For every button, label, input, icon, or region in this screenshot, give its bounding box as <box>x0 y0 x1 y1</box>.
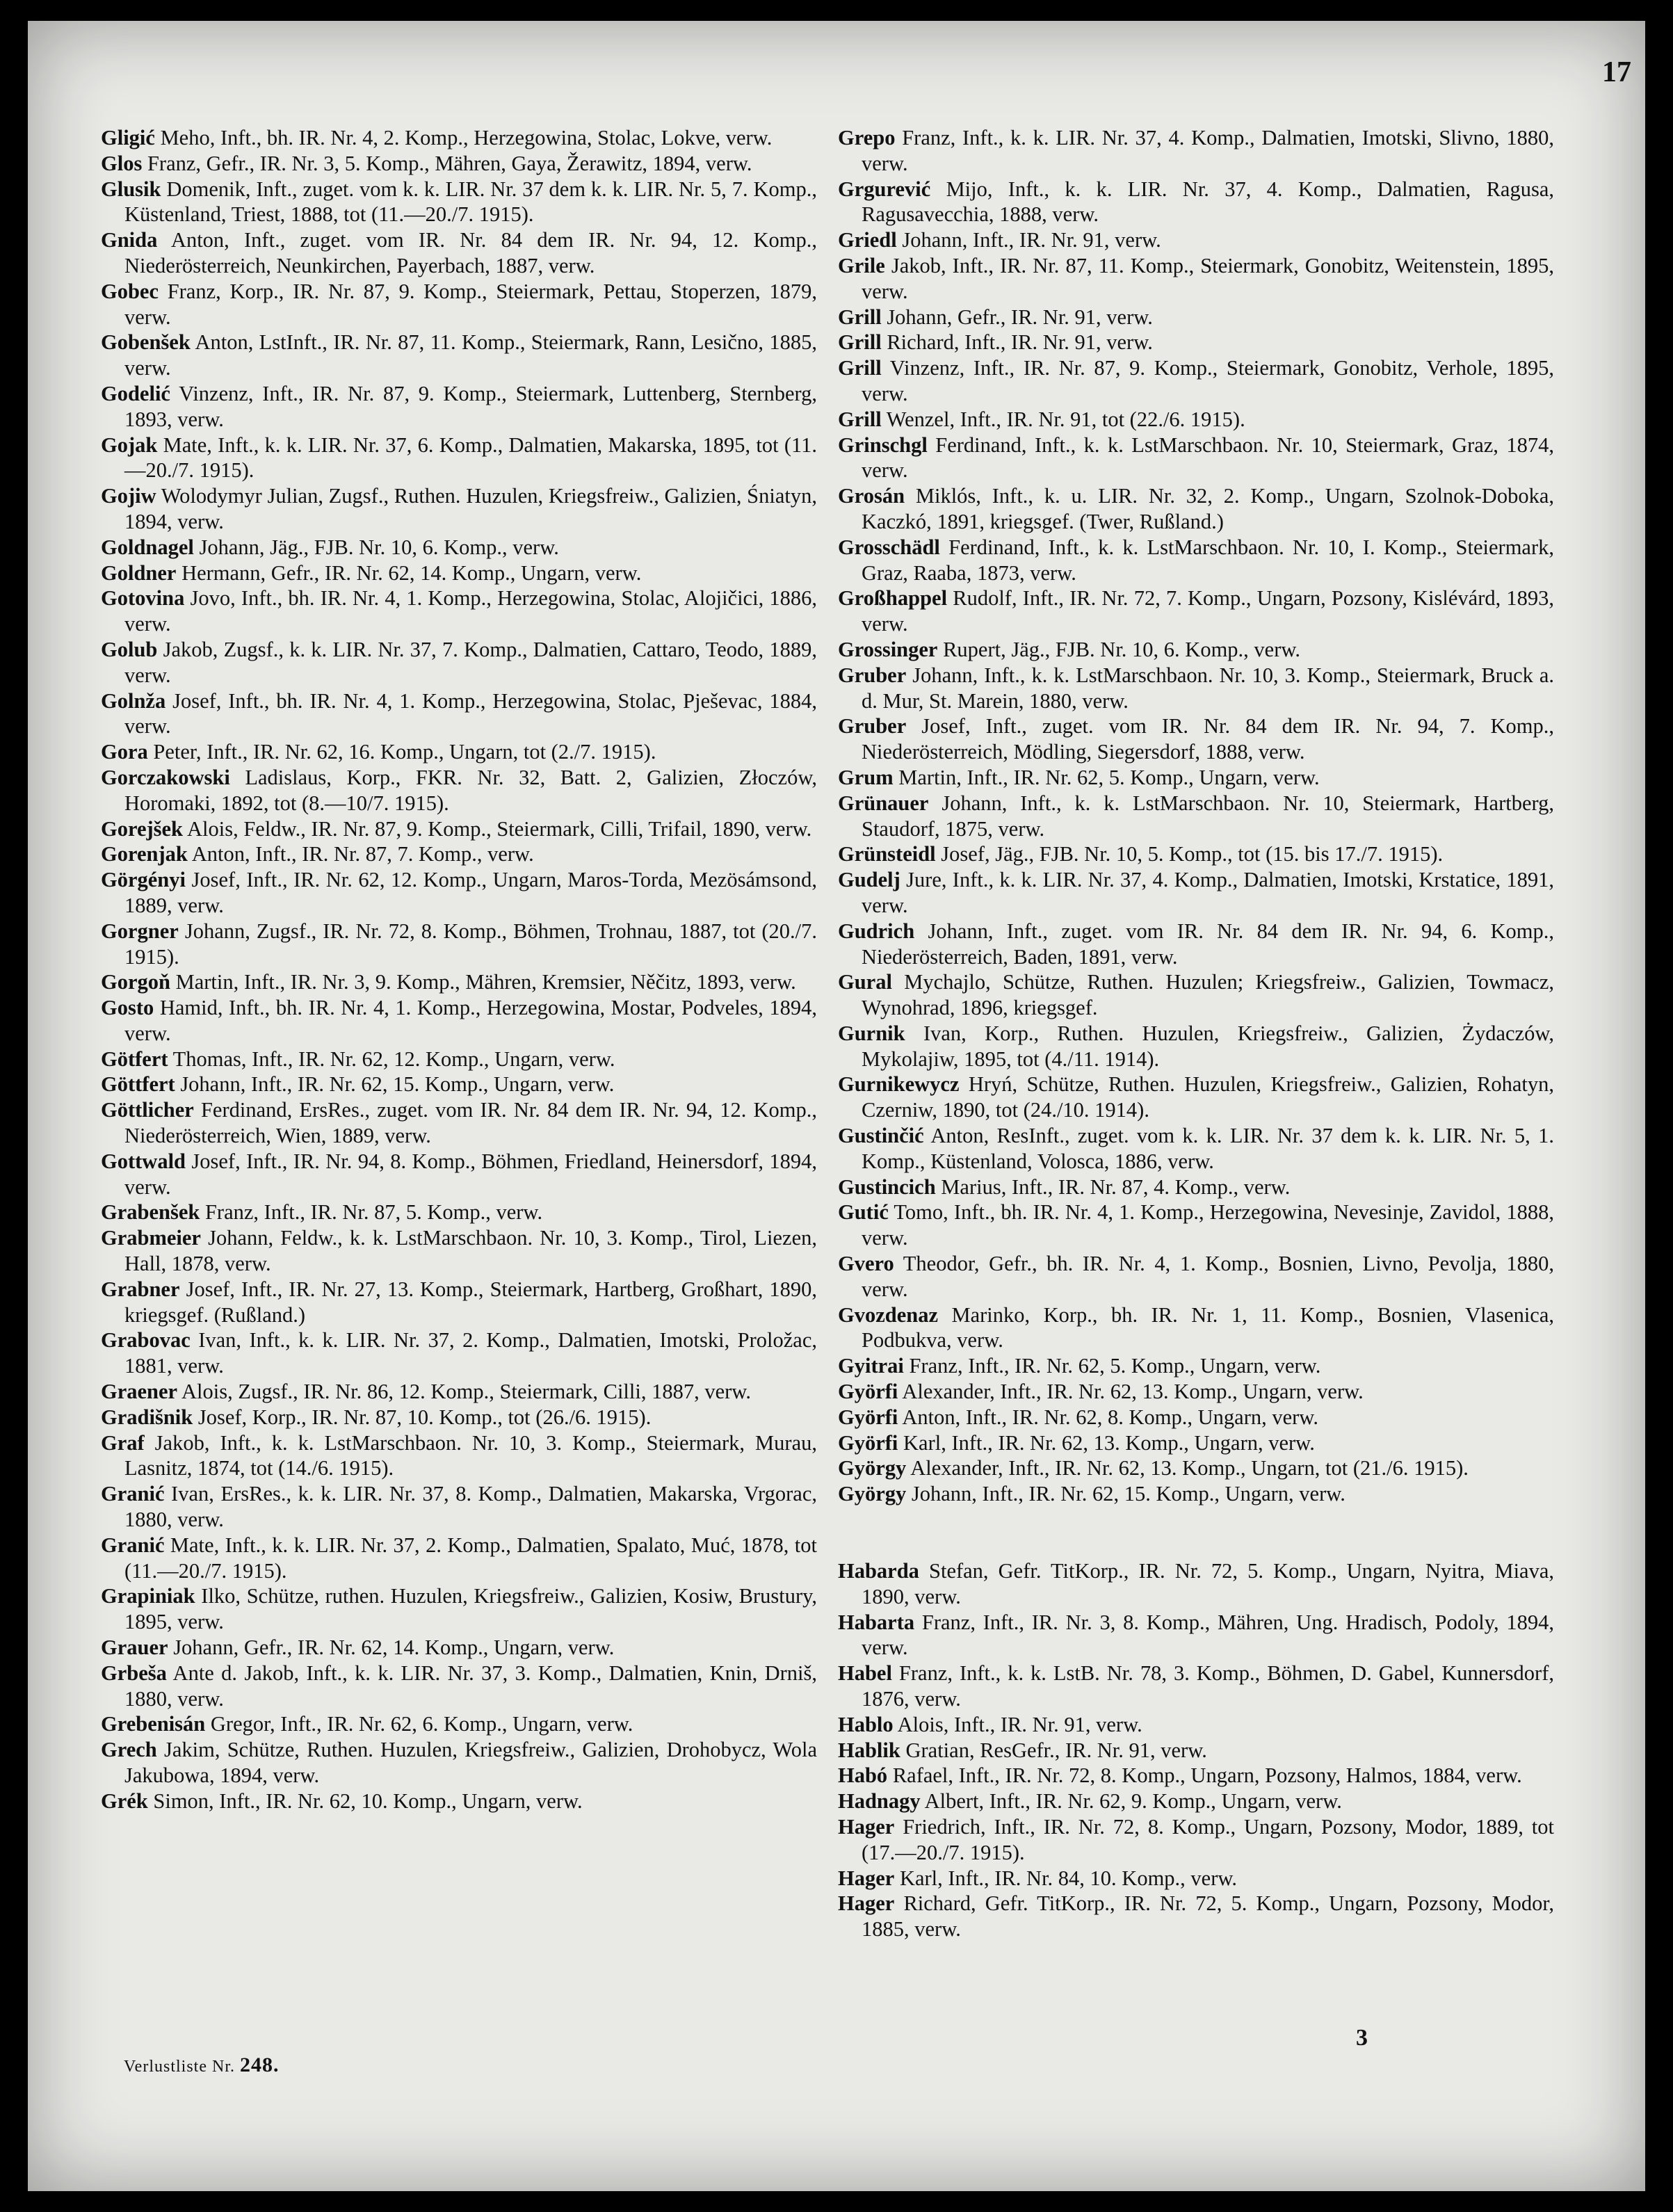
entry-surname: Granić <box>101 1482 165 1506</box>
list-entry <box>838 177 1554 228</box>
entry-surname: Grill <box>838 305 882 329</box>
list-entry <box>101 765 817 816</box>
entry-surname: Glos <box>101 151 143 175</box>
entry-surname: Hager <box>838 1891 895 1916</box>
entry-details: Johann, Gefr., IR. Nr. 62, 14. Komp., Ungarn, verw. <box>168 1636 615 1660</box>
footer-label: Verlustliste Nr. <box>124 2058 235 2076</box>
list-entry <box>101 1405 817 1430</box>
entry-surname: Gligić <box>101 126 155 150</box>
entry-surname: Gorgoň <box>101 970 170 994</box>
entry-details: Franz, Inft., IR. Nr. 87, 5. Komp., verw. <box>200 1200 543 1225</box>
entry-details: Josef, Korp., IR. Nr. 87, 10. Komp., tot (26./6. 1915). <box>193 1405 652 1429</box>
entry-details: Mychajlo, Schütze, Ruthen. Huzulen; Kriegsfreiw., Galizien, Towmacz, Wynohrad, 1896, kriegsgef. <box>862 970 1554 1020</box>
list-entry <box>838 919 1554 970</box>
entry-details: Jovo, Inft., bh. IR. Nr. 4, 1. Komp., Herzegowina, Stolac, Alojičici, 1886, verw. <box>124 586 817 636</box>
entry-details: Gregor, Inft., IR. Nr. 62, 6. Komp., Ungarn, verw. <box>205 1712 633 1736</box>
entry-details: Jakim, Schütze, Ruthen. Huzulen, Kriegsfreiw., Galizien, Drohobycz, Wola Jakubowa, 1894, verw. <box>124 1738 817 1787</box>
list-entry <box>838 1430 1554 1456</box>
entry-details: Vinzenz, Inft., IR. Nr. 87, 9. Komp., Steiermark, Luttenberg, Sternberg, 1893, verw. <box>124 381 817 431</box>
entry-details: Marius, Inft., IR. Nr. 87, 4. Komp., verw. <box>935 1174 1291 1199</box>
list-entry <box>838 355 1554 407</box>
entry-surname: Gustincich <box>838 1174 936 1199</box>
entry-surname: Gojak <box>101 433 158 457</box>
entry-details: Stefan, Gefr. TitKorp., IR. Nr. 72, 5. Komp., Ungarn, Nyitra, Miava, 1890, verw. <box>862 1559 1554 1608</box>
entry-surname: Gobec <box>101 279 159 303</box>
entry-surname: Gorgner <box>101 919 179 943</box>
entry-details: Jakob, Inft., k. k. LstMarschbaon. Nr. 10, 3. Komp., Steiermark, Murau, Lasnitz, 1874, tot (14./6. 1915). <box>124 1430 817 1480</box>
entry-surname: Gustinčić <box>838 1124 924 1148</box>
entry-surname: Göttfert <box>101 1072 175 1097</box>
entry-surname: Gottwald <box>101 1149 186 1173</box>
list-entry <box>838 483 1554 535</box>
entry-details: Tomo, Inft., bh. IR. Nr. 4, 1. Komp., Herzegowina, Nevesinje, Zavidol, 1888, verw. <box>862 1200 1554 1250</box>
entry-details: Richard, Inft., IR. Nr. 91, verw. <box>881 330 1153 355</box>
footer-list-number: 248. <box>240 2053 280 2076</box>
entry-surname: Grum <box>838 765 894 789</box>
list-entry <box>838 253 1554 305</box>
entry-details: Ivan, Inft., k. k. LIR. Nr. 37, 2. Komp., Dalmatien, Imotski, Proložac, 1881, verw. <box>124 1328 817 1378</box>
list-entry <box>101 535 817 560</box>
left-column <box>101 125 817 1814</box>
entry-surname: Hager <box>838 1866 895 1890</box>
entry-surname: Golub <box>101 637 158 661</box>
entry-surname: Grosschädl <box>838 535 940 559</box>
list-entry <box>101 177 817 228</box>
entry-surname: Grabovac <box>101 1328 191 1353</box>
entry-surname: Gudrich <box>838 919 915 943</box>
entry-surname: Grile <box>838 253 885 277</box>
entry-details: Ferdinand, ErsRes., zuget. vom IR. Nr. 84 dem IR. Nr. 94, 12. Komp., Niederösterreich, Wien, 1889, verw. <box>124 1098 817 1148</box>
list-entry <box>838 637 1554 663</box>
entry-details: Alois, Inft., IR. Nr. 91, verw. <box>893 1712 1142 1736</box>
footer-list-label <box>124 2053 280 2077</box>
entry-surname: Grabner <box>101 1277 180 1301</box>
entry-surname: Gorczakowski <box>101 765 230 789</box>
entry-surname: Gotovina <box>101 586 185 611</box>
entry-surname: Goldnagel <box>101 535 194 559</box>
list-entry <box>101 1097 817 1149</box>
entry-details: Gratian, ResGefr., IR. Nr. 91, verw. <box>900 1738 1207 1762</box>
list-entry <box>838 305 1554 330</box>
entry-surname: Golnža <box>101 688 166 713</box>
entry-surname: Gorenjak <box>101 842 188 866</box>
list-entry <box>101 1047 817 1072</box>
list-entry <box>838 765 1554 791</box>
entry-surname: Griedl <box>838 228 897 252</box>
entry-surname: György <box>838 1482 907 1506</box>
entry-surname: Grabmeier <box>101 1226 201 1250</box>
list-entry <box>838 227 1554 253</box>
list-entry <box>101 841 817 867</box>
entry-details: Ivan, ErsRes., k. k. LIR. Nr. 37, 8. Komp., Dalmatien, Makarska, Vrgorac, 1880, verw. <box>124 1482 817 1532</box>
entry-surname: Gural <box>838 970 892 994</box>
entry-details: Theodor, Gefr., bh. IR. Nr. 4, 1. Komp., Bosnien, Livno, Pevolja, 1880, verw. <box>862 1252 1554 1301</box>
entry-details: Johann, Inft., IR. Nr. 91, verw. <box>896 228 1161 252</box>
list-entry <box>838 841 1554 867</box>
entry-details: Johann, Gefr., IR. Nr. 91, verw. <box>881 305 1153 329</box>
entry-surname: Götfert <box>101 1047 168 1071</box>
entry-details: Miklós, Inft., k. u. LIR. Nr. 32, 2. Komp., Ungarn, Szolnok-Doboka, Kaczkó, 1891, kriegsgef. (Twer, Rußland.) <box>862 484 1554 533</box>
entry-surname: Graf <box>101 1430 145 1455</box>
list-entry <box>838 1789 1554 1814</box>
entry-details: Jakob, Inft., IR. Nr. 87, 11. Komp., Steiermark, Gonobitz, Weitenstein, 1895, verw. <box>862 253 1554 303</box>
entry-details: Anton, ResInft., zuget. vom k. k. LIR. Nr. 37 dem k. k. LIR. Nr. 5, 1. Komp., Küstenland, Volosca, 1886, verw. <box>862 1124 1554 1173</box>
entry-details: Anton, Inft., zuget. vom IR. Nr. 84 dem IR. Nr. 94, 12. Komp., Niederösterreich, Neunkirchen, Payerbach, 1887, verw. <box>124 228 817 277</box>
entry-surname: Habel <box>838 1661 892 1686</box>
list-entry <box>101 1149 817 1200</box>
entry-details: Mate, Inft., k. k. LIR. Nr. 37, 6. Komp., Dalmatien, Makarska, 1895, tot (11.—20./7. 1915). <box>124 433 817 483</box>
list-entry <box>101 330 817 381</box>
entry-details: Ilko, Schütze, ruthen. Huzulen, Kriegsfreiw., Galizien, Kosiw, Brustury, 1895, verw. <box>124 1584 817 1634</box>
entry-details: Alexander, Inft., IR. Nr. 62, 13. Komp., Ungarn, verw. <box>898 1380 1364 1404</box>
entry-surname: Granić <box>101 1533 165 1557</box>
entry-details: Karl, Inft., IR. Nr. 62, 13. Komp., Ungarn, verw. <box>898 1430 1315 1455</box>
entry-details: Mijo, Inft., k. k. LIR. Nr. 37, 4. Komp., Dalmatien, Ragusa, Ragusavecchia, 1888, verw. <box>862 177 1554 227</box>
list-entry <box>838 1661 1554 1712</box>
entry-surname: Grauer <box>101 1636 168 1660</box>
entry-details: Vinzenz, Inft., IR. Nr. 87, 9. Komp., Steiermark, Gonobitz, Verhole, 1895, verw. <box>862 356 1554 405</box>
entry-surname: Grill <box>838 330 882 355</box>
entry-details: Hermann, Gefr., IR. Nr. 62, 14. Komp., Ungarn, verw. <box>176 560 642 585</box>
entry-surname: Görgényi <box>101 868 186 892</box>
list-entry <box>101 279 817 330</box>
entry-surname: Gojiw <box>101 484 156 508</box>
entry-surname: Godelić <box>101 381 170 405</box>
list-entry <box>838 969 1554 1021</box>
list-entry <box>838 407 1554 433</box>
section-gap <box>838 1507 1554 1558</box>
list-entry <box>838 1891 1554 1942</box>
entry-details: Anton, Inft., IR. Nr. 87, 7. Komp., verw. <box>187 842 534 866</box>
list-entry <box>838 1379 1554 1405</box>
entry-surname: Gyitrai <box>838 1354 904 1378</box>
list-entry <box>101 1327 817 1379</box>
entry-details: Friedrich, Inft., IR. Nr. 72, 8. Komp., Ungarn, Pozsony, Modor, 1889, tot (17.—20./7. 1915). <box>862 1815 1554 1864</box>
entry-details: Johann, Inft., k. k. LstMarschbaon. Nr. 10, Steiermark, Hartberg, Staudorf, 1875, verw. <box>862 791 1554 841</box>
entry-details: Hryń, Schütze, Ruthen. Huzulen, Kriegsfreiw., Galizien, Rohatyn, Czerniw, 1890, tot (24./10. 1914). <box>862 1072 1554 1122</box>
entry-surname: Grepo <box>838 126 896 150</box>
list-entry <box>101 1583 817 1635</box>
list-entry <box>838 330 1554 355</box>
entry-details: Alois, Zugsf., IR. Nr. 86, 12. Komp., Steiermark, Cilli, 1887, verw. <box>177 1380 751 1404</box>
entry-details: Rupert, Jäg., FJB. Nr. 10, 6. Komp., verw. <box>937 637 1301 661</box>
list-entry <box>838 1353 1554 1379</box>
list-entry <box>838 535 1554 586</box>
list-entry <box>838 586 1554 637</box>
entry-details: Ante d. Jakob, Inft., k. k. LIR. Nr. 37, 3. Komp., Dalmatien, Knin, Drniš, 1880, verw. <box>124 1661 817 1711</box>
entry-surname: Gurnik <box>838 1021 905 1045</box>
entry-surname: Grill <box>838 407 882 431</box>
list-entry <box>101 867 817 919</box>
list-entry <box>101 1072 817 1097</box>
entry-details: Martin, Inft., IR. Nr. 3, 9. Komp., Mähren, Kremsier, Něčitz, 1893, verw. <box>170 970 796 994</box>
entry-surname: Grill <box>838 356 882 380</box>
list-entry <box>101 1430 817 1482</box>
entry-details: Hamid, Inft., bh. IR. Nr. 4, 1. Komp., Herzegowina, Mostar, Podveles, 1894, verw. <box>124 996 817 1045</box>
entry-surname: Hablik <box>838 1738 900 1762</box>
entry-details: Franz, Gefr., IR. Nr. 3, 5. Komp., Mähren, Gaya, Žerawitz, 1894, verw. <box>142 151 752 175</box>
entry-surname: Glusik <box>101 177 161 201</box>
list-entry <box>838 1302 1554 1354</box>
list-entry <box>838 1610 1554 1661</box>
entry-details: Jure, Inft., k. k. LIR. Nr. 37, 4. Komp., Dalmatien, Imotski, Krstatice, 1891, verw. <box>862 868 1554 917</box>
entry-details: Johann, Inft., IR. Nr. 62, 15. Komp., Ungarn, verw. <box>906 1482 1345 1506</box>
entry-surname: Habarta <box>838 1610 915 1634</box>
entry-details: Josef, Inft., IR. Nr. 94, 8. Komp., Böhmen, Friedland, Heinersdorf, 1894, verw. <box>124 1149 817 1199</box>
list-entry <box>838 1481 1554 1507</box>
entry-surname: Gurnikewycz <box>838 1072 960 1097</box>
entry-details: Johann, Jäg., FJB. Nr. 10, 6. Komp., verw. <box>193 535 559 559</box>
entry-details: Ferdinand, Inft., k. k. LstMarschbaon. Nr. 10, I. Komp., Steiermark, Graz, Raaba, 1873, verw. <box>862 535 1554 585</box>
entry-surname: Gvozdenaz <box>838 1302 939 1327</box>
entry-surname: Graener <box>101 1380 178 1404</box>
list-entry <box>101 1379 817 1405</box>
list-entry <box>101 586 817 637</box>
list-entry <box>838 1455 1554 1481</box>
list-entry <box>838 1405 1554 1430</box>
entry-surname: Grünsteidl <box>838 842 936 866</box>
entry-surname: Hadnagy <box>838 1789 921 1814</box>
entry-details: Josef, Inft., zuget. vom IR. Nr. 84 dem IR. Nr. 94, 7. Komp., Niederösterreich, Mödling, Siegersdorf, 1888, verw. <box>862 714 1554 764</box>
list-entry <box>101 816 817 842</box>
list-entry <box>101 1789 817 1814</box>
entry-details: Ferdinand, Inft., k. k. LstMarschbaon. Nr. 10, Steiermark, Graz, 1874, verw. <box>862 433 1554 483</box>
entry-surname: Habarda <box>838 1559 919 1583</box>
list-entry <box>101 995 817 1047</box>
list-entry <box>101 1737 817 1789</box>
list-entry <box>838 791 1554 842</box>
list-entry <box>101 1200 817 1225</box>
entry-details: Josef, Inft., IR. Nr. 27, 13. Komp., Steiermark, Hartberg, Großhart, 1890, kriegsgef. (Rußland.) <box>124 1277 817 1327</box>
list-entry <box>838 713 1554 765</box>
entry-details: Mate, Inft., k. k. LIR. Nr. 37, 2. Komp., Dalmatien, Spalato, Muć, 1878, tot (11.—20./7. 1915). <box>124 1533 817 1583</box>
entry-details: Ivan, Korp., Ruthen. Huzulen, Kriegsfreiw., Galizien, Żydaczów, Mykolajiw, 1895, tot (4./11. 1914). <box>862 1021 1554 1071</box>
entry-details: Alois, Feldw., IR. Nr. 87, 9. Komp., Steiermark, Cilli, Trifail, 1890, verw. <box>183 816 812 841</box>
entry-details: Rudolf, Inft., IR. Nr. 72, 7. Komp., Ungarn, Pozsony, Kislévárd, 1893, verw. <box>862 586 1554 636</box>
entry-details: Franz, Inft., k. k. LIR. Nr. 37, 4. Komp., Dalmatien, Imotski, Slivno, 1880, verw. <box>862 126 1554 175</box>
entry-details: Albert, Inft., IR. Nr. 62, 9. Komp., Ungarn, verw. <box>920 1789 1342 1814</box>
list-entry <box>101 919 817 970</box>
list-entry <box>838 433 1554 484</box>
list-entry <box>838 1021 1554 1072</box>
entry-details: Rafael, Inft., IR. Nr. 72, 8. Komp., Ungarn, Pozsony, Halmos, 1884, verw. <box>887 1763 1522 1788</box>
list-entry <box>101 969 817 995</box>
entry-details: Franz, Inft., IR. Nr. 3, 8. Komp., Mähren, Ung. Hradisch, Podoly, 1894, verw. <box>862 1610 1554 1660</box>
list-entry <box>838 1558 1554 1610</box>
list-entry <box>838 125 1554 177</box>
signature-mark: 3 <box>1356 2025 1368 2051</box>
entry-surname: Grünauer <box>838 791 929 815</box>
entry-details: Peter, Inft., IR. Nr. 62, 16. Komp., Ungarn, tot (2./7. 1915). <box>147 740 656 764</box>
entry-details: Johann, Zugsf., IR. Nr. 72, 8. Komp., Böhmen, Trohnau, 1887, tot (20./7. 1915). <box>124 919 817 969</box>
right-column-h-entries <box>838 1558 1554 1942</box>
entry-surname: Gruber <box>838 714 907 738</box>
entry-surname: Gvero <box>838 1252 894 1276</box>
entry-surname: Großhappel <box>838 586 948 611</box>
entry-surname: Györfi <box>838 1430 898 1455</box>
entry-details: Franz, Korp., IR. Nr. 87, 9. Komp., Steiermark, Pettau, Stoperzen, 1879, verw. <box>124 279 817 329</box>
list-entry <box>101 1635 817 1661</box>
entry-surname: Grosán <box>838 484 905 508</box>
list-entry <box>838 663 1554 714</box>
entry-details: Johann, Feldw., k. k. LstMarschbaon. Nr. 10, 3. Komp., Tirol, Liezen, Hall, 1878, verw. <box>124 1226 817 1276</box>
entry-surname: Gorejšek <box>101 816 184 841</box>
entry-details: Jakob, Zugsf., k. k. LIR. Nr. 37, 7. Komp., Dalmatien, Cattaro, Teodo, 1889, verw. <box>124 637 817 687</box>
list-entry <box>101 1533 817 1584</box>
entry-surname: Goldner <box>101 560 177 585</box>
entry-details: Anton, Inft., IR. Nr. 62, 8. Komp., Ungarn, verw. <box>898 1405 1318 1429</box>
entry-details: Karl, Inft., IR. Nr. 84, 10. Komp., verw. <box>894 1866 1238 1890</box>
list-entry <box>101 1277 817 1328</box>
list-entry <box>838 1712 1554 1738</box>
right-column <box>838 125 1554 1942</box>
entry-surname: Hablo <box>838 1712 894 1736</box>
list-entry <box>838 1814 1554 1866</box>
list-entry <box>838 1200 1554 1251</box>
list-entry <box>838 1174 1554 1200</box>
entry-surname: György <box>838 1456 907 1480</box>
list-entry <box>101 227 817 279</box>
entry-details: Josef, Jäg., FJB. Nr. 10, 5. Komp., tot (15. bis 17./7. 1915). <box>935 842 1444 866</box>
list-entry <box>838 867 1554 919</box>
entry-details: Thomas, Inft., IR. Nr. 62, 12. Komp., Ungarn, verw. <box>168 1047 615 1071</box>
list-entry <box>838 1251 1554 1302</box>
entry-surname: Györfi <box>838 1405 898 1429</box>
entry-surname: Gobenšek <box>101 330 191 355</box>
entry-details: Johann, Inft., IR. Nr. 62, 15. Komp., Ungarn, verw. <box>175 1072 615 1097</box>
entry-surname: Gutić <box>838 1200 889 1225</box>
entry-details: Josef, Inft., bh. IR. Nr. 4, 1. Komp., Herzegowina, Stolac, Pješevac, 1884, verw. <box>124 688 817 738</box>
list-entry <box>101 1661 817 1712</box>
entry-surname: Grech <box>101 1738 157 1762</box>
entry-details: Richard, Gefr. TitKorp., IR. Nr. 72, 5. Komp., Ungarn, Pozsony, Modor, 1885, verw. <box>862 1891 1554 1941</box>
entry-details: Domenik, Inft., zuget. vom k. k. LIR. Nr. 37 dem k. k. LIR. Nr. 5, 7. Komp., Küstenland, Triest, 1888, tot (11.—20./7. 1915). <box>124 177 817 227</box>
entry-surname: Habó <box>838 1763 888 1788</box>
list-entry <box>101 637 817 688</box>
entry-details: Martin, Inft., IR. Nr. 62, 5. Komp., Ungarn, verw. <box>893 765 1320 789</box>
entry-details: Meho, Inft., bh. IR. Nr. 4, 2. Komp., Herzegowina, Stolac, Lokve, verw. <box>154 126 773 150</box>
entry-details: Anton, LstInft., IR. Nr. 87, 11. Komp., Steiermark, Rann, Lesično, 1885, verw. <box>124 330 817 380</box>
entry-details: Johann, Inft., k. k. LstMarschbaon. Nr. 10, 3. Komp., Steiermark, Bruck a. d. Mur, St. Marein, 1880, verw. <box>862 663 1554 713</box>
entry-surname: Gudelj <box>838 868 900 892</box>
entry-details: Franz, Inft., IR. Nr. 62, 5. Komp., Ungarn, verw. <box>903 1354 1321 1378</box>
entry-surname: Gradišnik <box>101 1405 193 1429</box>
entry-details: Simon, Inft., IR. Nr. 62, 10. Komp., Ungarn, verw. <box>147 1789 583 1813</box>
list-entry <box>101 688 817 740</box>
list-entry <box>838 1123 1554 1174</box>
list-entry <box>101 560 817 586</box>
entry-surname: Grinschgl <box>838 433 928 457</box>
entry-surname: Grebenisán <box>101 1712 206 1736</box>
entry-surname: Gora <box>101 740 148 764</box>
entry-surname: Grgurević <box>838 177 931 201</box>
list-entry <box>101 125 817 151</box>
page-number: 17 <box>1602 56 1631 88</box>
list-entry <box>838 1738 1554 1763</box>
list-entry <box>101 1225 817 1277</box>
entry-surname: Grbeša <box>101 1661 167 1685</box>
entry-details: Marinko, Korp., bh. IR. Nr. 1, 11. Komp., Bosnien, Vlasenica, Podbukva, verw. <box>862 1302 1554 1353</box>
list-entry <box>838 1866 1554 1891</box>
list-entry <box>101 739 817 765</box>
entry-details: Wenzel, Inft., IR. Nr. 91, tot (22./6. 1915). <box>881 407 1245 431</box>
list-entry <box>838 1072 1554 1123</box>
entry-surname: Göttlicher <box>101 1098 194 1122</box>
entry-details: Josef, Inft., IR. Nr. 62, 12. Komp., Ungarn, Maros-Torda, Mezösámsond, 1889, verw. <box>124 868 817 917</box>
list-entry <box>101 1481 817 1533</box>
entry-details: Alexander, Inft., IR. Nr. 62, 13. Komp., Ungarn, tot (21./6. 1915). <box>906 1456 1469 1480</box>
entry-surname: Grossinger <box>838 637 938 661</box>
entry-surname: Hager <box>838 1815 895 1839</box>
entry-details: Franz, Inft., k. k. LstB. Nr. 78, 3. Komp., Böhmen, D. Gabel, Kunnersdorf, 1876, verw. <box>862 1661 1554 1711</box>
entry-surname: Grék <box>101 1789 148 1813</box>
list-entry <box>101 483 817 535</box>
entry-surname: Grapiniak <box>101 1584 195 1608</box>
entry-surname: Gosto <box>101 996 154 1020</box>
list-entry <box>101 1711 817 1737</box>
entry-surname: Grabenšek <box>101 1200 200 1225</box>
entry-surname: Gruber <box>838 663 907 687</box>
list-entry <box>101 433 817 484</box>
list-entry <box>838 1763 1554 1789</box>
entry-surname: Györfi <box>838 1380 898 1404</box>
right-column-g-entries <box>838 125 1554 1507</box>
entry-details: Ladislaus, Korp., FKR. Nr. 32, Batt. 2, Galizien, Złoczów, Horomaki, 1892, tot (8.—10/7. 1915). <box>124 765 817 815</box>
list-entry <box>101 381 817 433</box>
entry-surname: Gnida <box>101 228 158 252</box>
entry-details: Wolodymyr Julian, Zugsf., Ruthen. Huzulen, Kriegsfreiw., Galizien, Śniatyn, 1894, verw. <box>124 484 817 533</box>
entry-details: Johann, Inft., zuget. vom IR. Nr. 84 dem IR. Nr. 94, 6. Komp., Niederösterreich, Baden, 1891, verw. <box>862 919 1554 969</box>
list-entry <box>101 151 817 177</box>
